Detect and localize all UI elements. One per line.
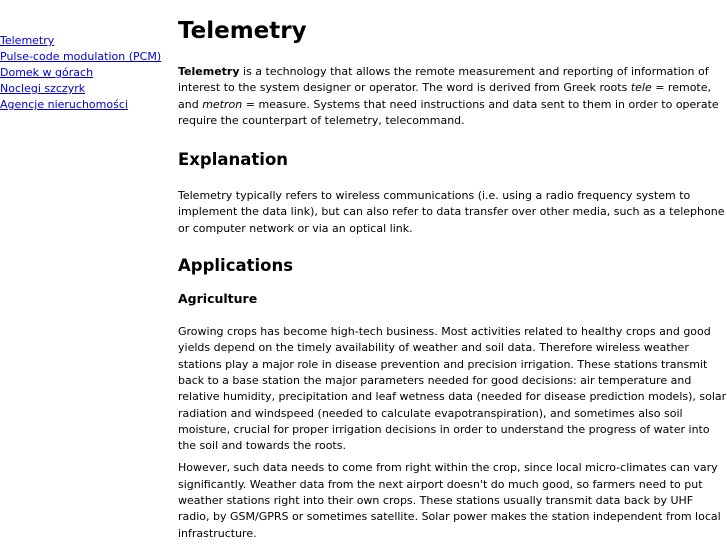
sidebar-link-telemetry[interactable]: Telemetry: [0, 34, 55, 47]
article-content: [178, 0, 727, 542]
sidebar-link-agencje-nieruchomosci[interactable]: Agencje nieruchomości: [0, 98, 128, 111]
explanation-heading: Explanation: [178, 150, 289, 170]
intro-paragraph: [178, 64, 727, 129]
intro-text-2: = remote, and: [178, 81, 711, 111]
applications-heading: Applications: [178, 256, 294, 276]
sidebar-link-pcm[interactable]: Pulse-code modulation (PCM): [0, 50, 162, 63]
sidebar-link-domek-w-gorach[interactable]: Domek w górach: [0, 66, 94, 79]
agriculture-heading: Agriculture: [178, 291, 258, 307]
explanation-paragraph: Telemetry typically refers to wireless communications (i.e. using a radio frequency system to implement the data link), but can also refer to data transfer over other media, such as a telephone or computer network or via an optical link.: [178, 189, 725, 235]
sidebar-link-noclegi-szczyrk[interactable]: Noclegi szczyrk: [0, 82, 86, 95]
agriculture-paragraph-2: However, such data needs to come from right within the crop, since local micro-climates can vary significantly. Weather data from the next airport doesn't do much good, so farmers need to put weather stations right into their own crops. These stations usually transmit data back by UHF radio, by GSM/GPRS or sometimes satellite. Solar power makes the station independent from local infrastructure.: [178, 461, 721, 540]
intro-tele: tele: [630, 81, 652, 95]
intro-text-1: is a technology that allows the remote measurement and reporting of information of interest to the system designer or operator. The word is derived from Greek roots: [178, 65, 709, 95]
intro-metron: metron: [202, 97, 243, 111]
agriculture-paragraph-1: Growing crops has become high-tech business. Most activities related to healthy crops and good yields depend on the timely availability of weather and soil data. Therefore wireless weather stations play a major role in disease prevention and precision irrigation. These stations transmit back to a base station the major parameters needed for good decisions: air temperature and relative humidity, precipitation and leaf wetness data (needed for disease prediction models), solar radiation and windspeed (needed to calculate evapotranspiration), and sometimes also soil moisture, crucial for proper irrigation decisions in order to understand the progress of water into the soil and towards the roots.: [178, 325, 727, 453]
sidebar-nav: [0, 33, 170, 113]
intro-term: Telemetry: [178, 65, 240, 78]
intro-text-3: = measure. Systems that need instructions and data sent to them in order to operate require the counterpart of telemetry, telecommand.: [178, 97, 719, 127]
page-title: Telemetry: [178, 18, 307, 44]
